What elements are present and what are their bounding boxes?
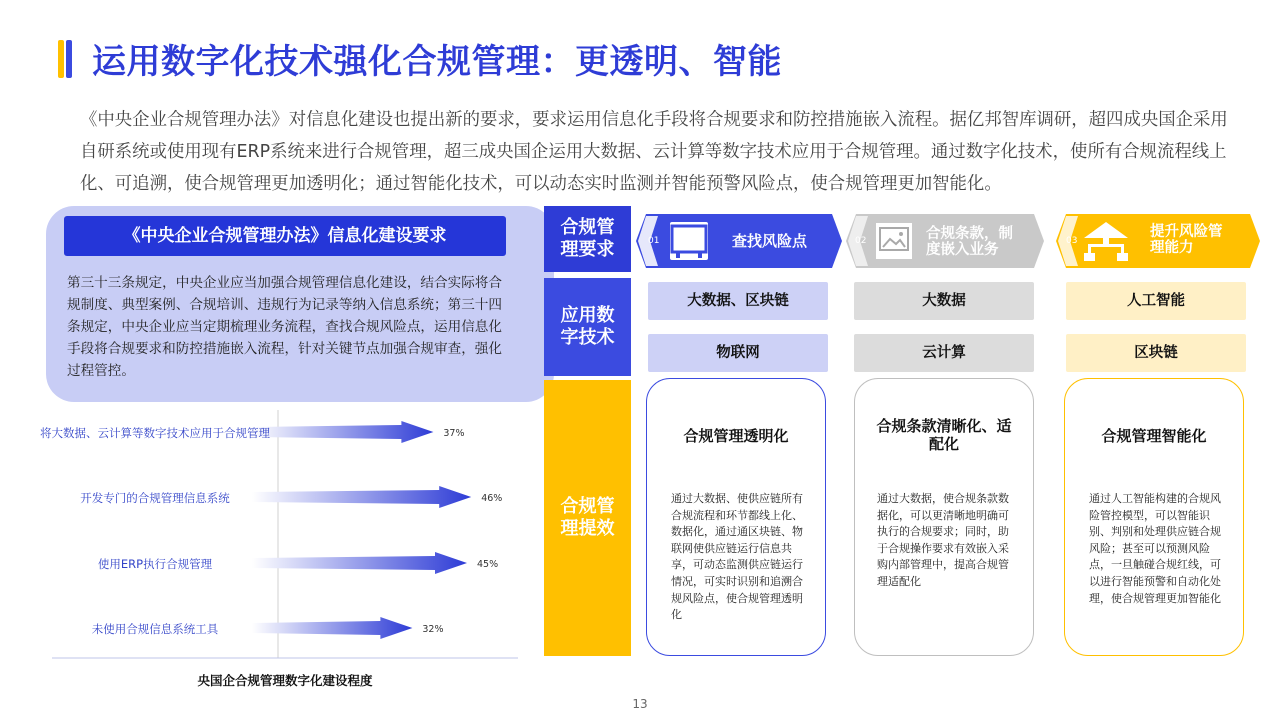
banner-label: 合规条款，制度嵌入业务 xyxy=(926,226,1013,258)
row-label-technology: 应用数字技术 xyxy=(544,278,631,376)
chart-value-label: 46% xyxy=(481,493,503,504)
chart-bar xyxy=(252,486,471,508)
chart-category-label: 使用ERP执行合规管理 xyxy=(97,556,213,571)
chart-bar xyxy=(252,421,433,443)
tech-pill: 人工智能 xyxy=(1066,282,1246,320)
regulation-body: 第三十三条规定，中央企业应当加强合规管理信息化建设，结合实际将合规制度、典型案例、合规培训、违规行为记录等纳入信息系统；第三十四条规定，中央企业应当定期梳理业务流程，查找合规风险点，运用信息化手段将合规要求和防控措施嵌入流程，针对关键节点加强合规审查，强化过程管控。 xyxy=(67,275,502,379)
effect-card-clarity xyxy=(854,378,1034,656)
page-title: 运用数字化技术强化合规管理：更透明、智能 xyxy=(92,42,782,82)
effect-card-transparency xyxy=(646,378,826,656)
card-title: 合规条款清晰化、适配化 xyxy=(876,417,1012,453)
tech-pill: 区块链 xyxy=(1066,334,1246,372)
card-title: 合规管理透明化 xyxy=(683,427,789,445)
chart-bar xyxy=(252,552,467,574)
row-label-effect: 合规管理提效 xyxy=(544,380,631,656)
title-accent-blue xyxy=(66,40,72,78)
monitor-icon xyxy=(670,222,708,260)
chart-value-label: 37% xyxy=(443,428,465,439)
banner-number: 03 xyxy=(1066,236,1078,246)
effect-card-intelligence xyxy=(1064,378,1244,656)
hierarchy-icon xyxy=(1084,222,1128,262)
chart-value-label: 32% xyxy=(422,624,444,635)
page-number: 13 xyxy=(632,697,648,711)
card-body: 通过人工智能构建的合规风险管控模型，可以智能识别、判别和处理供应链合规风险；甚至可以预测风险点，一旦触碰合规红线，可以进行智能预警和自动化处理，使合规管理更加智能化 xyxy=(1089,492,1221,605)
banner-find-risk xyxy=(636,214,842,268)
tech-pill: 物联网 xyxy=(648,334,828,372)
banner-risk-capability xyxy=(1056,214,1260,268)
chart-value-label: 45% xyxy=(477,559,499,570)
title-accent-yellow xyxy=(58,40,64,78)
chart-category-label: 未使用合规信息系统工具 xyxy=(91,621,219,636)
row-label-requirements: 合规管理要求 xyxy=(544,206,631,272)
banner-number: 01 xyxy=(648,236,660,246)
chart-bar xyxy=(252,617,412,639)
card-body: 通过大数据，使合规条款数据化，可以更清晰地明确可执行的合规要求；同时，助于合规操作要求有效嵌入采购内部管理中，提高合规管理适配化 xyxy=(877,492,1009,588)
tech-pill: 云计算 xyxy=(854,334,1034,372)
regulation-heading: 《中央企业合规管理办法》信息化建设要求 xyxy=(64,216,506,256)
banner-label: 查找风险点 xyxy=(732,232,808,250)
banner-number: 02 xyxy=(855,236,867,246)
tech-pill: 大数据、区块链 xyxy=(648,282,828,320)
digitalization-bar-chart xyxy=(40,410,540,670)
intro-paragraph: 《中央企业合规管理办法》对信息化建设也提出新的要求，要求运用信息化手段将合规要求和防控措施嵌入流程。据亿邦智库调研，超四成央国企采用自研系统或使用现有ERP系统来进行合规管理，超三成央国企运用大数据、云计算等数字技术应用于合规管理。通过数字化技术，使所有合规流程线上化、可追溯，使合规管理更加透明化；通过智能化技术，可以动态实时监测并智能预警风险点，使合规管理更加智能化。 xyxy=(80,110,1228,194)
card-title: 合规管理智能化 xyxy=(1101,427,1207,445)
banner-embed-clauses xyxy=(846,214,1044,268)
chart-title: 央国企合规管理数字化建设程度 xyxy=(197,673,373,688)
card-body: 通过大数据、使供应链所有合规流程和环节都线上化、数据化，通过通区块链、物联网使供应链运行信息共享，可动态监测供应链运行情况，可实时识别和追溯合规风险点，使合规管理透明化 xyxy=(671,492,803,622)
chart-category-label: 将大数据、云计算等数字技术应用于合规管理 xyxy=(40,425,270,440)
image-frame-icon xyxy=(876,223,912,259)
tech-pill: 大数据 xyxy=(854,282,1034,320)
chart-category-label: 开发专门的合规管理信息系统 xyxy=(80,490,230,505)
banner-label: 提升风险管理能力 xyxy=(1150,224,1223,256)
